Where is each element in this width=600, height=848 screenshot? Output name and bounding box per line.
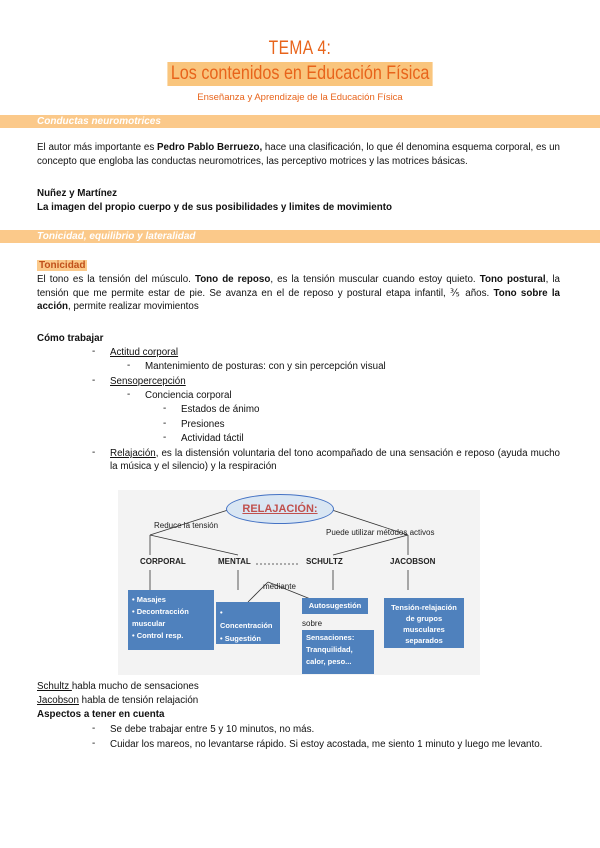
item-conciencia: Conciencia corporal bbox=[145, 390, 232, 401]
bullet-dash: - bbox=[92, 738, 96, 749]
note-jacobson: Jacobson habla de tensión relajación bbox=[37, 695, 199, 706]
item-actitud-corporal: Actitud corporal bbox=[110, 347, 179, 358]
topic-number: TEMA 4: bbox=[268, 38, 332, 59]
relajacion-node: RELAJACIÓN: bbox=[226, 494, 334, 524]
bullet-dash: - bbox=[127, 389, 131, 400]
bullet-dash: - bbox=[163, 432, 167, 443]
sensaciones-box: Sensaciones: Tranquilidad, calor, peso... bbox=[302, 630, 374, 674]
activos-label: Puede utilizar métodos activos bbox=[326, 528, 435, 537]
item-relajacion: Relajación, es la distensión voluntaria del tono acompañado de una sensación e reposo (ayuda mucho la música y el silencio) y la respiración bbox=[110, 448, 560, 472]
relajacion-diagram bbox=[118, 490, 480, 675]
bullet-dash: - bbox=[92, 346, 96, 357]
item-estados: Estados de ánimo bbox=[181, 404, 260, 415]
autosugestion-box: Autosugestión bbox=[302, 598, 368, 614]
aspecto-tiempo: Se debe trabajar entre 5 y 10 minutos, no más. bbox=[110, 724, 315, 735]
bullet-dash: - bbox=[163, 403, 167, 414]
bold-line-imagen: La imagen del propio cuerpo y de sus posibilidades y limites de movimiento bbox=[37, 202, 392, 213]
section-band-neuromotrices: Conductas neuromotrices bbox=[0, 115, 600, 128]
note-schultz: Schultz habla mucho de sensaciones bbox=[37, 681, 199, 692]
mental-box: • Concentración • Sugestión bbox=[216, 602, 280, 644]
bullet-dash: - bbox=[92, 447, 96, 458]
mental-node: MENTAL bbox=[218, 557, 251, 566]
item-mantenimiento: Mantenimiento de posturas: con y sin percepción visual bbox=[145, 361, 386, 372]
authors-nunez-martinez: Nuñez y Martínez bbox=[37, 188, 118, 199]
heading-como-trabajar: Cómo trabajar bbox=[37, 333, 104, 344]
corporal-node: CORPORAL bbox=[140, 557, 186, 566]
item-actividad: Actividad táctil bbox=[181, 433, 244, 444]
mediante-label: mediante bbox=[263, 582, 296, 591]
bullet-dash: - bbox=[92, 375, 96, 386]
jacobson-node: JACOBSON bbox=[390, 557, 436, 566]
subheading-tonicidad: Tonicidad bbox=[39, 260, 86, 271]
bullet-dash: - bbox=[92, 723, 96, 734]
item-sensopercepcion: Sensopercepción bbox=[110, 376, 186, 387]
heading-aspectos: Aspectos a tener en cuenta bbox=[37, 709, 165, 720]
bullet-dash: - bbox=[127, 360, 131, 371]
corporal-box: • Masajes • Decontracción muscular • Control resp. bbox=[128, 590, 214, 650]
subtitle: Enseñanza y Aprendizaje de la Educación Física bbox=[197, 92, 403, 103]
schultz-node: SCHULTZ bbox=[306, 557, 343, 566]
page-title: Los contenidos en Educación Física bbox=[167, 62, 432, 86]
aspecto-mareos: Cuidar los mareos, no levantarse rápido. Si estoy acostada, me siento 1 minuto y luego me levanto. bbox=[110, 739, 543, 750]
item-presiones: Presiones bbox=[181, 419, 225, 430]
bullet-dash: - bbox=[163, 418, 167, 429]
section-band-tonicidad: Tonicidad, equilibrio y lateralidad bbox=[0, 230, 600, 243]
jacobson-box: Tensión-relajación de grupos musculares separados bbox=[384, 598, 464, 648]
paragraph-tono: El tono es la tensión del músculo. Tono de reposo, es la tensión muscular cuando estoy quieto. Tono postural, la tensión que me permite estar de pie. Se avanza en el de reposo y postural etapa infantil, ⅗ años. Tono sobre la acción, permite realizar movimientos bbox=[37, 274, 561, 312]
reduce-label: Reduce la tensión bbox=[154, 521, 219, 530]
sobre-label: sobre bbox=[302, 619, 323, 628]
paragraph-berruezo: El autor más importante es Pedro Pablo Berruezo, hace una clasificación, lo que él denomina esquema corporal, es un concepto que engloba las conductas neuromotrices, las perceptivo motrices y las motrices básicas. bbox=[37, 142, 560, 167]
